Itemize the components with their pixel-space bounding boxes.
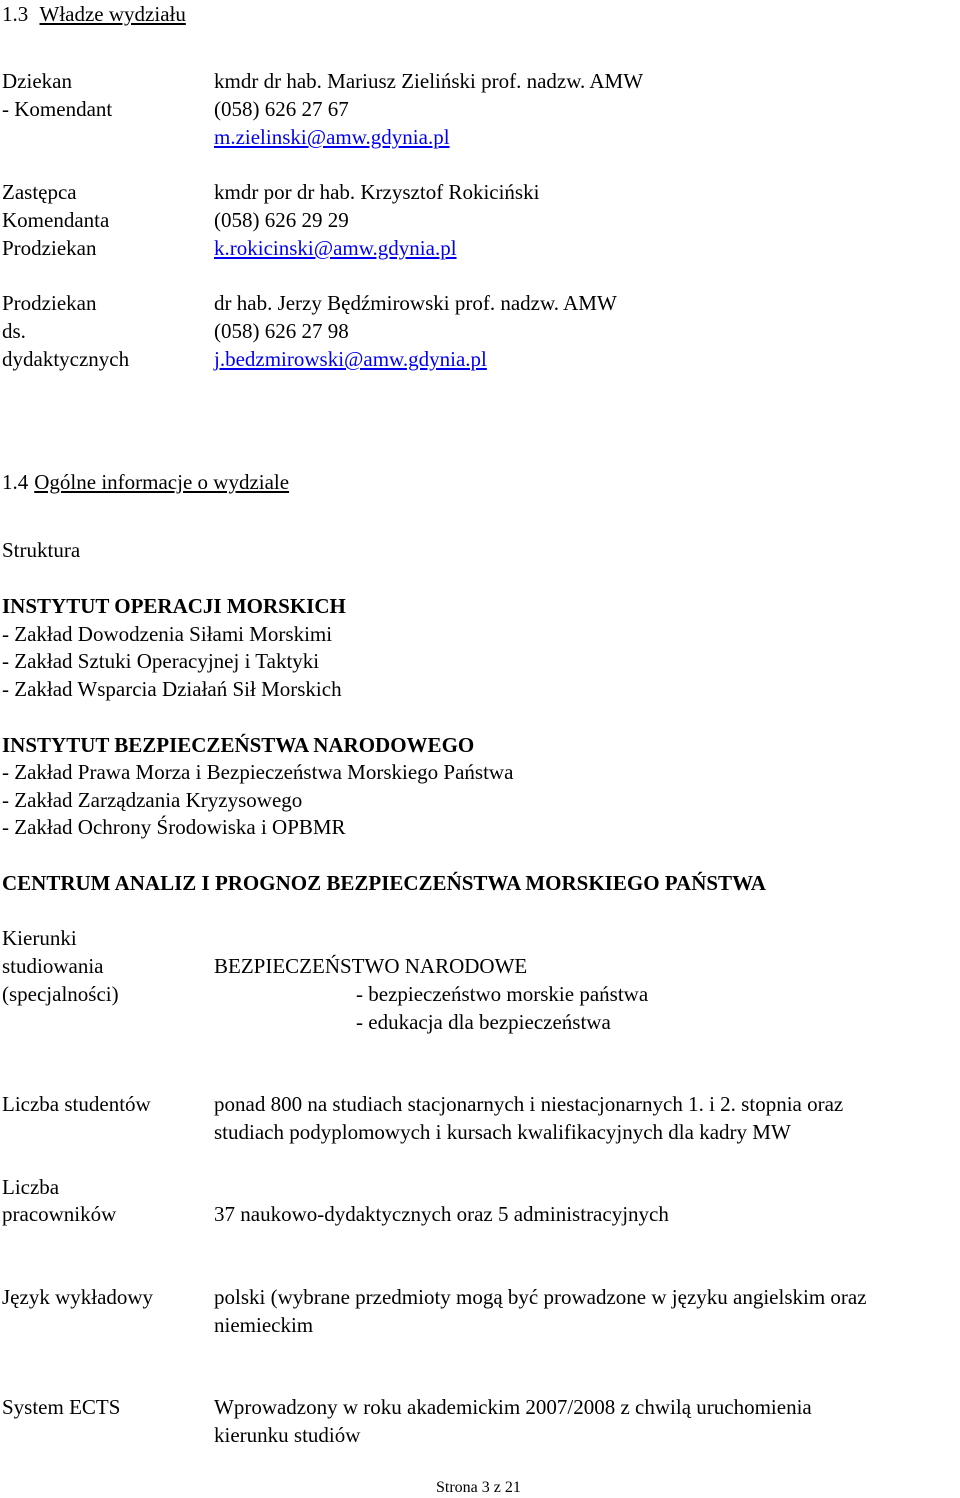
ects-value-line2: kierunku studiów (214, 1423, 361, 1447)
dean-label-1: Dziekan (2, 69, 72, 93)
fields-label-3: (specjalności) (2, 982, 119, 1006)
section-number: 1.4 (2, 470, 29, 494)
ects-value-line1: Wprowadzony w roku akademickim 2007/2008 z chwilą uruchomienia (214, 1395, 812, 1419)
vicedean-label-3: dydaktycznych (2, 347, 130, 371)
institute-2-unit: - Zakład Zarządzania Kryzysowego (2, 788, 303, 812)
institute-2-unit: - Zakład Prawa Morza i Bezpieczeństwa Morskiego Państwa (2, 760, 514, 784)
dean-email-link[interactable]: m.zielinski@amw.gdynia.pl (214, 125, 450, 149)
dean-name: kmdr dr hab. Mariusz Zieliński prof. nadzw. AMW (214, 69, 644, 93)
dean-label-2: - Komendant (2, 97, 113, 121)
section-heading-1-3 (2, 0, 186, 28)
vicedean-email-link[interactable]: j.bedzmirowski@amw.gdynia.pl (214, 347, 487, 371)
fields-label-2: studiowania (2, 954, 104, 978)
students-value-line1: ponad 800 na studiach stacjonarnych i niestacjonarnych 1. i 2. stopnia oraz (214, 1092, 844, 1116)
language-label: Język wykładowy (2, 1285, 154, 1309)
institute-2-unit: - Zakład Ochrony Środowiska i OPBMR (2, 815, 346, 839)
institute-1-unit: - Zakład Sztuki Operacyjnej i Taktyki (2, 649, 320, 673)
staff-label-1: Liczba (2, 1175, 60, 1199)
deputy-name: kmdr por dr hab. Krzysztof Rokiciński (214, 180, 540, 204)
deputy-phone: (058) 626 29 29 (214, 208, 349, 232)
staff-label-2: pracowników (2, 1202, 117, 1226)
staff-value: 37 naukowo-dydaktycznych oraz 5 administracyjnych (214, 1202, 669, 1226)
specialization-item: - bezpieczeństwo morskie państwa (356, 982, 649, 1006)
deputy-label-2: Komendanta (2, 208, 110, 232)
students-value-line2: studiach podyplomowych i kursach kwalifikacyjnych dla kadry MW (214, 1120, 791, 1144)
vicedean-label-2: ds. (2, 319, 26, 343)
ects-label: System ECTS (2, 1395, 121, 1419)
page-number: Strona 3 z 21 (436, 1479, 521, 1496)
language-value-line2: niemieckim (214, 1313, 314, 1337)
institute-1-unit: - Zakład Wsparcia Działań Sił Morskich (2, 677, 342, 701)
deputy-label-1: Zastępca (2, 180, 77, 204)
deputy-email-link[interactable]: k.rokicinski@amw.gdynia.pl (214, 236, 457, 260)
center-name: CENTRUM ANALIZ I PROGNOZ BEZPIECZEŃSTWA MORSKIEGO PAŃSTWA (2, 871, 766, 895)
vicedean-name: dr hab. Jerzy Będźmirowski prof. nadzw. AMW (214, 291, 617, 315)
vicedean-label-1: Prodziekan (2, 291, 97, 315)
language-value-line1: polski (wybrane przedmioty mogą być prowadzone w języku angielskim oraz (214, 1285, 867, 1309)
section-number: 1.3 (2, 2, 29, 26)
specialization-item: - edukacja dla bezpieczeństwa (356, 1010, 611, 1034)
deputy-label-3: Prodziekan (2, 236, 97, 260)
fields-label-1: Kierunki (2, 926, 77, 950)
institute-1-name: INSTYTUT OPERACJI MORSKICH (2, 594, 346, 618)
section-heading-1-4 (2, 468, 289, 496)
section-title: Ogólne informacje o wydziale (34, 470, 290, 494)
vicedean-phone: (058) 626 27 98 (214, 319, 349, 343)
students-label: Liczba studentów (2, 1092, 151, 1116)
section-title: Władze wydziału (39, 2, 186, 26)
structure-label: Struktura (2, 538, 81, 562)
dean-phone: (058) 626 27 67 (214, 97, 349, 121)
field-of-study: BEZPIECZEŃSTWO NARODOWE (214, 954, 528, 978)
institute-2-name: INSTYTUT BEZPIECZEŃSTWA NARODOWEGO (2, 733, 475, 757)
institute-1-unit: - Zakład Dowodzenia Siłami Morskimi (2, 622, 333, 646)
